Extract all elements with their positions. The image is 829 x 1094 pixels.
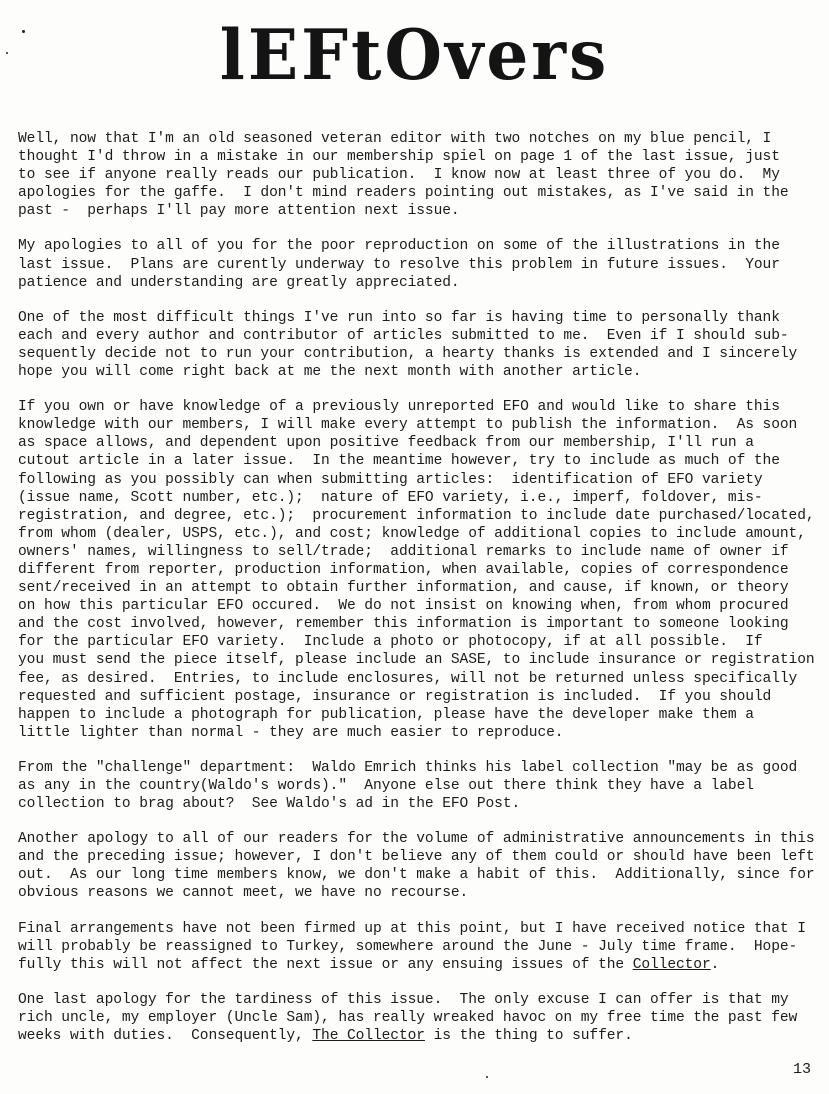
paragraph xyxy=(18,309,818,381)
paragraph xyxy=(18,830,818,902)
text-line: you must send the piece itself, please include an SASE, to include insurance or registration xyxy=(18,652,815,669)
text-line: weeks with duties. Consequently, The Collector is the thing to suffer. xyxy=(18,1028,633,1045)
text-tail: is the thing to suffer. xyxy=(424,1028,633,1045)
text-line: registration, and degree, etc.); procurement information to include date purchased/located, xyxy=(18,507,815,524)
paragraph xyxy=(18,130,818,220)
text-line: following as you possibly can when submitting articles: identification of EFO variety xyxy=(18,471,763,488)
text-line: as any in the country(Waldo's words)." Anyone else out there think they have a label xyxy=(18,778,754,794)
text-line: sequently decide not to run your contribution, a hearty thanks is extended and I sincerely xyxy=(18,345,798,362)
text-line: last issue. Plans are curently underway to resolve this problem in future issues. Your xyxy=(18,256,780,273)
text-line: Another apology to all of our readers for the volume of administrative announcements in this xyxy=(18,831,815,848)
paragraph xyxy=(18,991,818,1045)
text-line: sent/received in an attempt to obtain further information, and cause, if known, or theory xyxy=(18,580,789,597)
print-speck xyxy=(486,1076,488,1078)
text-line: past - perhaps I'll pay more attention next issue. xyxy=(18,203,460,220)
page-number: 13 xyxy=(792,1061,811,1078)
text-line: and the cost involved, however, remember this information is important to someone looking xyxy=(18,616,789,633)
text-line: for the particular EFO variety. Include a photo or photocopy, if at all possible. If xyxy=(18,634,763,651)
text-line: to see if anyone really reads our publication. I know now at least three of you do. My xyxy=(18,167,780,184)
text-line: hope you will come right back at me the next month with another article. xyxy=(18,364,642,381)
text-line: as space allows, and dependent upon positive feedback from our membership, I'll run a xyxy=(18,435,754,452)
text-line: different from reporter, production information, when available, copies of correspondence xyxy=(18,561,789,578)
text-line: happen to include a photograph for publication, please have the developer make them a xyxy=(18,706,754,723)
paragraph xyxy=(18,920,818,974)
text-line: each and every author and contributor of articles submitted to me. Even if I should sub- xyxy=(18,327,789,344)
text-line: on how this particular EFO occured. We do not insist on knowing when, from whom procured xyxy=(18,598,789,615)
text-line: will probably be reassigned to Turkey, somewhere around the June - July time frame. Hope- xyxy=(18,938,798,955)
paragraph xyxy=(18,759,818,813)
text-line: apologies for the gaffe. I don't mind readers pointing out mistakes, as I've said in the xyxy=(18,185,789,202)
text-line: owners' names, willingness to sell/trade; additional remarks to include name of owner if xyxy=(18,543,789,560)
paragraph xyxy=(18,237,818,291)
text-line: collection to brag about? See Waldo's ad in the EFO Post. xyxy=(18,796,521,813)
text-line: Final arrangements have not been firmed up at this point, but I have received notice that I xyxy=(18,920,806,937)
text-line: patience and understanding are greatly appreciated. xyxy=(18,274,460,291)
text-line: little lighter than normal - they are much easier to reproduce. xyxy=(18,724,564,741)
text-line: From the "challenge" department: Waldo Emrich thinks his label collection "may be as good xyxy=(18,759,798,776)
text-line: If you own or have knowledge of a previously unreported EFO and would like to share this xyxy=(18,399,780,416)
text-tail: . xyxy=(710,956,720,973)
text-line: Well, now that I'm an old seasoned veteran editor with two notches on my blue pencil, I xyxy=(18,131,772,147)
text-line: knowledge with our members, I will make every attempt to publish the information. As soon xyxy=(18,417,798,434)
text-line: from whom (dealer, USPS, etc.), and cost; knowledge of additional copies to include amount, xyxy=(18,525,806,542)
text-line: obvious reasons we cannot meet, we have no recourse. xyxy=(18,885,469,902)
text-line: cutout article in a later issue. In the meantime however, try to include as much of the xyxy=(18,453,780,470)
paragraph xyxy=(18,398,818,742)
underlined-title: Collector xyxy=(632,956,711,973)
text-line: One last apology for the tardiness of this issue. The only excuse I can offer is that my xyxy=(18,991,789,1008)
text-line: thought I'd throw in a mistake in our membership spiel on page 1 of the last issue, just xyxy=(18,149,780,166)
article-body xyxy=(18,130,818,1062)
text-line: fully this will not affect the next issue or any ensuing issues of the Collector. xyxy=(18,956,720,973)
text-line: requested and sufficient postage, insurance or registration is included. If you should xyxy=(18,688,772,705)
text-line: My apologies to all of you for the poor reproduction on some of the illustrations in the xyxy=(18,238,780,255)
masthead-title: lEFtOvers xyxy=(219,14,610,96)
text-line: rich uncle, my employer (Uncle Sam), has really wreaked havoc on my free time the past few xyxy=(18,1009,798,1026)
text-line: One of the most difficult things I've run into so far is having time to personally thank xyxy=(18,309,780,326)
text-line: (issue name, Scott number, etc.); nature of EFO variety, i.e., imperf, foldover, mis- xyxy=(18,489,763,506)
text-line: and the preceding issue; however, I don't believe any of them could or should have been left xyxy=(18,849,815,866)
text-line: fee, as desired. Entries, to include enclosures, will not be returned unless specifically xyxy=(18,670,798,687)
text-line: out. As our long time members know, we don't make a habit of this. Additionally, since for xyxy=(18,867,815,884)
underlined-title: The Collector xyxy=(312,1028,425,1045)
